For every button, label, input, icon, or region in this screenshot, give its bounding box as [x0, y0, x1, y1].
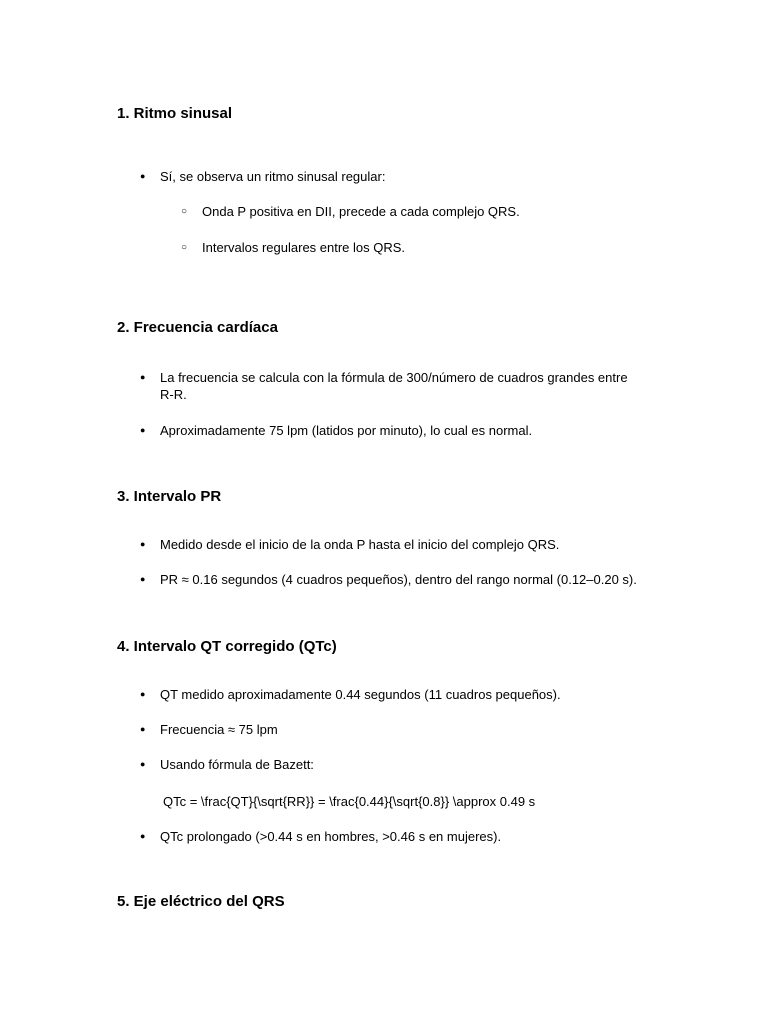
list-item-text: Usando fórmula de Bazett: — [160, 757, 314, 772]
list-item-text: Frecuencia ≈ 75 lpm — [160, 722, 278, 737]
bullet-icon: ● — [140, 574, 146, 584]
bullet-icon: ● — [140, 759, 146, 769]
list-item-text: Intervalos regulares entre los QRS. — [202, 240, 406, 255]
bullet-icon: ● — [140, 372, 146, 382]
list-item — [139, 756, 639, 773]
bullet-icon: ● — [140, 724, 146, 734]
section-heading-ritmo-sinusal: 1. Ritmo sinusal — [117, 105, 233, 122]
circle-bullet-icon: ○ — [181, 206, 188, 217]
list-item — [139, 536, 639, 553]
list-item — [139, 422, 639, 439]
list-item-text: Medido desde el inicio de la onda P hasta el inicio del complejo QRS. — [160, 537, 560, 552]
list-item — [139, 369, 629, 403]
list-item — [181, 203, 641, 220]
list-item — [139, 686, 639, 703]
list-item-text: Onda P positiva en DII, precede a cada complejo QRS. — [202, 204, 520, 219]
bullet-icon: ● — [140, 171, 146, 181]
list-item — [139, 828, 639, 845]
circle-bullet-icon: ○ — [181, 242, 188, 253]
bullet-icon: ● — [140, 831, 146, 841]
list-item — [139, 721, 639, 738]
list-item-text: Sí, se observa un ritmo sinusal regular: — [160, 169, 386, 184]
section-heading-frecuencia-cardiaca: 2. Frecuencia cardíaca — [117, 319, 278, 336]
list-item-text: La frecuencia se calcula con la fórmula de 300/número de cuadros grandes entre R-R. — [160, 370, 628, 402]
bazett-formula: QTc = \frac{QT}{\sqrt{RR}} = \frac{0.44}{\sqrt{0.8}} \approx 0.49 s — [163, 794, 536, 809]
list-item — [181, 239, 641, 256]
list-item — [139, 571, 659, 588]
list-item-text: QTc prolongado (>0.44 s en hombres, >0.46 s en mujeres). — [160, 829, 502, 844]
bullet-icon: ● — [140, 425, 146, 435]
list-item-text: QT medido aproximadamente 0.44 segundos (11 cuadros pequeños). — [160, 687, 561, 702]
bullet-icon: ● — [140, 689, 146, 699]
list-item — [139, 168, 639, 185]
list-item-text: Aproximadamente 75 lpm (latidos por minuto), lo cual es normal. — [160, 423, 533, 438]
section-heading-intervalo-qt-corregido: 4. Intervalo QT corregido (QTc) — [117, 638, 337, 655]
list-item-text: PR ≈ 0.16 segundos (4 cuadros pequeños), dentro del rango normal (0.12–0.20 s). — [160, 572, 637, 587]
bullet-icon: ● — [140, 539, 146, 549]
section-heading-eje-electrico: 5. Eje eléctrico del QRS — [117, 893, 285, 910]
section-heading-intervalo-pr: 3. Intervalo PR — [117, 488, 222, 505]
